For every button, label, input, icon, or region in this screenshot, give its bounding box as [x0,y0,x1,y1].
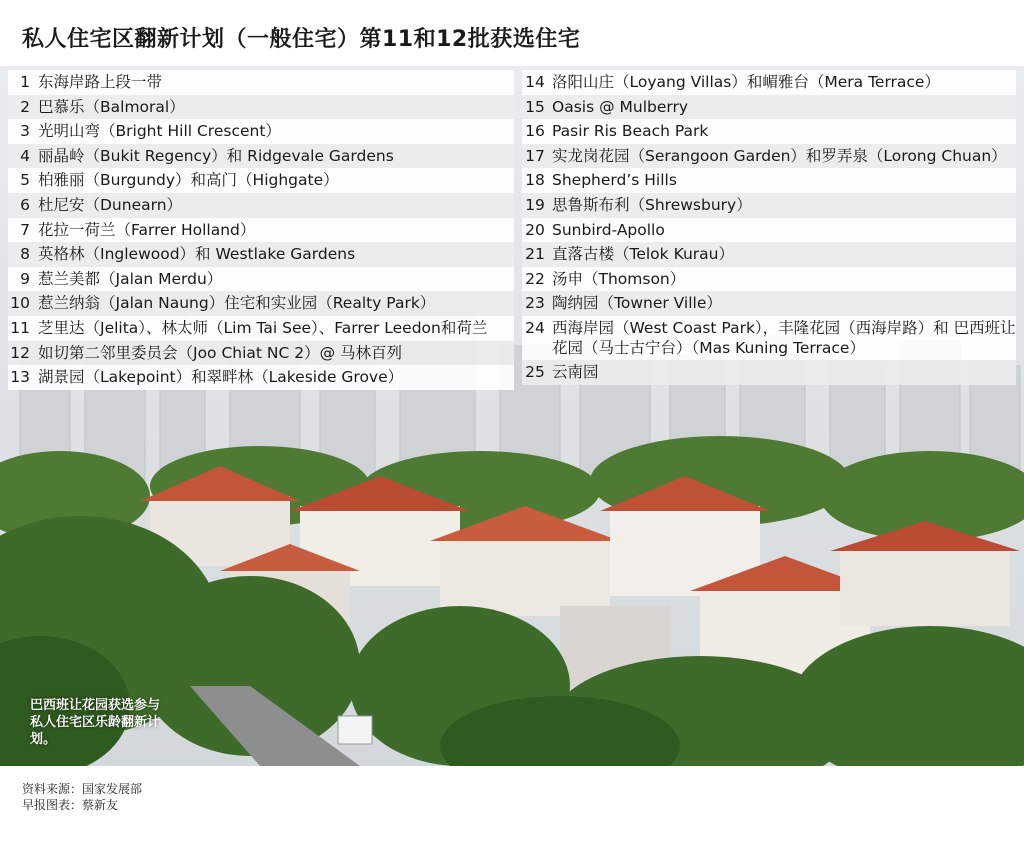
item-text: 芝里达（Jelita）、林太师（Lim Tai See）、Farrer Leedon和荷兰 [38,318,488,337]
item-number: 9 [20,269,30,288]
item-number: 24 [525,318,545,337]
page-title: 私人住宅区翻新计划（一般住宅）第11和12批获选住宅 [22,27,581,52]
list-item [522,144,1016,169]
item-text: Sunbird-Apollo [552,220,665,239]
item-text: 直落古楼（Telok Kurau） [552,245,734,264]
item-number: 7 [20,220,30,239]
item-text: 丽晶岭（Bukit Regency）和 Ridgevale Gardens [38,146,394,165]
list-item [522,95,1016,120]
item-number: 1 [20,73,30,91]
item-text: 实龙岗花园（Serangoon Garden）和罗弄泉（Lorong Chuan） [552,146,1007,165]
item-number: 2 [20,97,30,116]
list-item [522,360,1016,385]
source-credit: 资料来源：国家发展部 [22,782,143,796]
item-number: 18 [525,171,545,190]
list-item [8,291,514,316]
list-item [522,291,1016,316]
item-number: 6 [20,195,30,214]
item-number: 14 [525,73,545,91]
item-text: 云南园 [552,362,599,381]
item-text: 思鲁斯布利（Shrewsbury） [552,195,752,214]
item-text: 洛阳山庄（Loyang Villas）和嵋雅台（Mera Terrace） [552,73,940,91]
photo-caption: 巴西班让花园获选参与私人住宅区乐龄翻新计划。 [30,698,161,747]
item-text: Shepherd’s Hills [552,171,677,190]
list-item [8,218,514,243]
list-item [522,267,1016,292]
item-number: 3 [20,122,30,141]
list-item [522,70,1016,95]
list-item [8,70,514,95]
item-number: 20 [525,220,545,239]
list-item [522,316,1016,360]
item-text: 如切第二邻里委员会（Joo Chiat NC 2）@ 马林百列 [38,343,403,362]
item-number: 11 [10,318,30,337]
item-number: 12 [10,343,30,362]
item-text: 惹兰纳翁（Jalan Naung）住宅和实业园（Realty Park） [38,294,436,313]
list-item [522,242,1016,267]
item-text: 惹兰美都（Jalan Merdu） [38,269,223,288]
list-item [8,242,514,267]
list-item [8,341,514,366]
item-text: 陶纳园（Towner Ville） [552,294,722,313]
item-number: 25 [525,362,545,381]
item-number: 23 [525,294,545,313]
item-text: 杜尼安（Dunearn） [38,195,183,214]
list-item [522,193,1016,218]
item-number: 19 [525,195,545,214]
item-number: 8 [20,245,30,264]
item-text: 西海岸园（West Coast Park），丰隆花园（西海岸路）和 巴西班让花园（马士古宁台）（Mas Kuning Terrace） [552,318,1016,357]
item-number: 22 [525,269,545,288]
item-number: 16 [525,122,545,141]
item-number: 21 [525,245,545,264]
item-number: 4 [20,146,30,165]
list-item [8,95,514,120]
list-item [8,144,514,169]
item-text: 英格林（Inglewood）和 Westlake Gardens [38,245,356,264]
item-text: 光明山弯（Bright Hill Crescent） [38,122,281,141]
item-number: 15 [525,97,545,116]
item-text: 巴慕乐（Balmoral） [38,97,185,116]
list-item [8,267,514,292]
list-item [522,119,1016,144]
estate-list-right [522,70,1016,385]
graphic-credit: 早报图表：蔡新友 [22,798,119,812]
list-item [522,218,1016,243]
list-item [8,193,514,218]
item-number: 5 [20,171,30,190]
list-item [8,168,514,193]
list-item [8,316,514,341]
item-number: 17 [525,146,545,165]
estate-list-left [8,70,514,390]
item-text: 花拉一荷兰（Farrer Holland） [38,220,256,239]
item-text: Oasis @ Mulberry [552,97,689,116]
item-number: 10 [10,294,30,313]
list-item [522,168,1016,193]
item-text: 汤申（Thomson） [552,269,686,288]
list-item [8,365,514,390]
list-item [8,119,514,144]
item-text: 东海岸路上段一带 [38,73,163,91]
item-text: Pasir Ris Beach Park [552,122,709,141]
item-text: 柏雅丽（Burgundy）和高门（Highgate） [38,171,339,190]
item-number: 13 [10,368,30,387]
item-text: 湖景园（Lakepoint）和翠畔林（Lakeside Grove） [38,368,404,387]
footer-credits [22,781,142,813]
